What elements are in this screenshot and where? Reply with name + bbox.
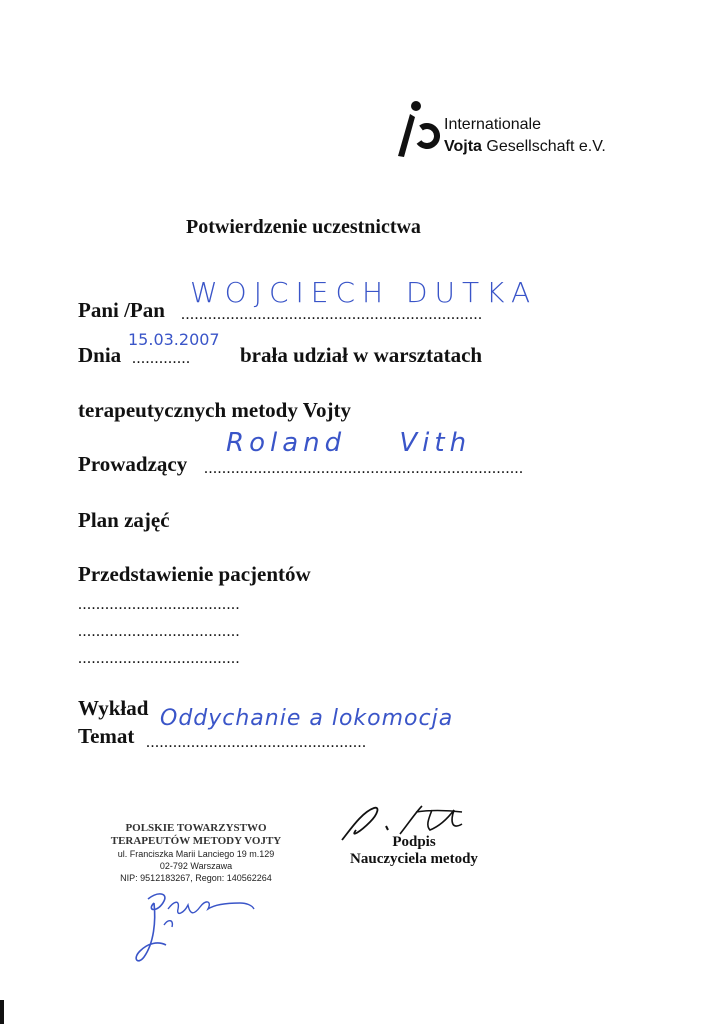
- page-title: Potwierdzenie uczestnictwa: [186, 216, 421, 238]
- wyklad-label: Wykład: [78, 696, 149, 720]
- pani-pan-dots: ...................................................................: [181, 306, 483, 323]
- stamp-org-line1: POLSKIE TOWARZYSTWO: [125, 822, 267, 834]
- stamp-signature: [128, 885, 278, 975]
- vojta-logo-mark: [388, 100, 440, 160]
- przedstawienie-line-2: ....................................: [78, 623, 240, 640]
- temat-dots: .................................................: [146, 734, 367, 751]
- signature-label-line1: Podpis: [392, 834, 436, 850]
- prowadzacy-label: Prowadzący: [78, 452, 188, 476]
- scan-edge-mark: [0, 1000, 4, 1024]
- pani-pan-label: Pani /Pan: [78, 298, 165, 322]
- prowadzacy-handwritten-name: Roland Vith: [226, 428, 472, 458]
- stamp-org-line2: TERAPEUTÓW METODY VOJTY: [110, 835, 282, 847]
- signature-label: [324, 834, 504, 868]
- dnia-dots: .............: [132, 350, 191, 367]
- dnia-suffix: brała udział w warsztatach: [240, 343, 483, 367]
- stamp-ids: NIP: 9512183267, Regon: 140562264: [120, 873, 272, 883]
- temat-handwritten-topic: Oddychanie a lokomocja: [160, 706, 454, 731]
- pani-pan-handwritten-name: WOJCIECH DUTKA: [190, 276, 538, 309]
- logo-vojta: Vojta: [444, 138, 482, 155]
- prowadzacy-dots: .......................................................................: [204, 460, 524, 477]
- przedstawienie-line-3: ....................................: [78, 650, 240, 667]
- logo-gesellschaft: Gesellschaft e.V.: [481, 138, 606, 155]
- stamp-address1: ul. Franciszka Marii Lanciego 19 m.129: [117, 849, 275, 859]
- dnia-handwritten-date: 15.03.2007: [128, 330, 220, 349]
- workshop-line: terapeutycznych metody Vojty: [78, 398, 351, 422]
- dnia-label: Dnia: [78, 343, 122, 367]
- przedstawienie-line-1: ....................................: [78, 596, 240, 613]
- stamp-address2: 02-792 Warszawa: [159, 861, 233, 871]
- association-stamp: [106, 822, 286, 884]
- plan-label: Plan zajęć: [78, 508, 170, 532]
- przedstawienie-label: Przedstawienie pacjentów: [78, 562, 311, 586]
- logo-line2: [444, 138, 606, 156]
- logo-line1: Internationale: [444, 116, 541, 133]
- vojta-logo: [388, 100, 628, 160]
- signature-label-line2: Nauczyciela metody: [350, 851, 478, 867]
- temat-label: Temat: [78, 724, 135, 748]
